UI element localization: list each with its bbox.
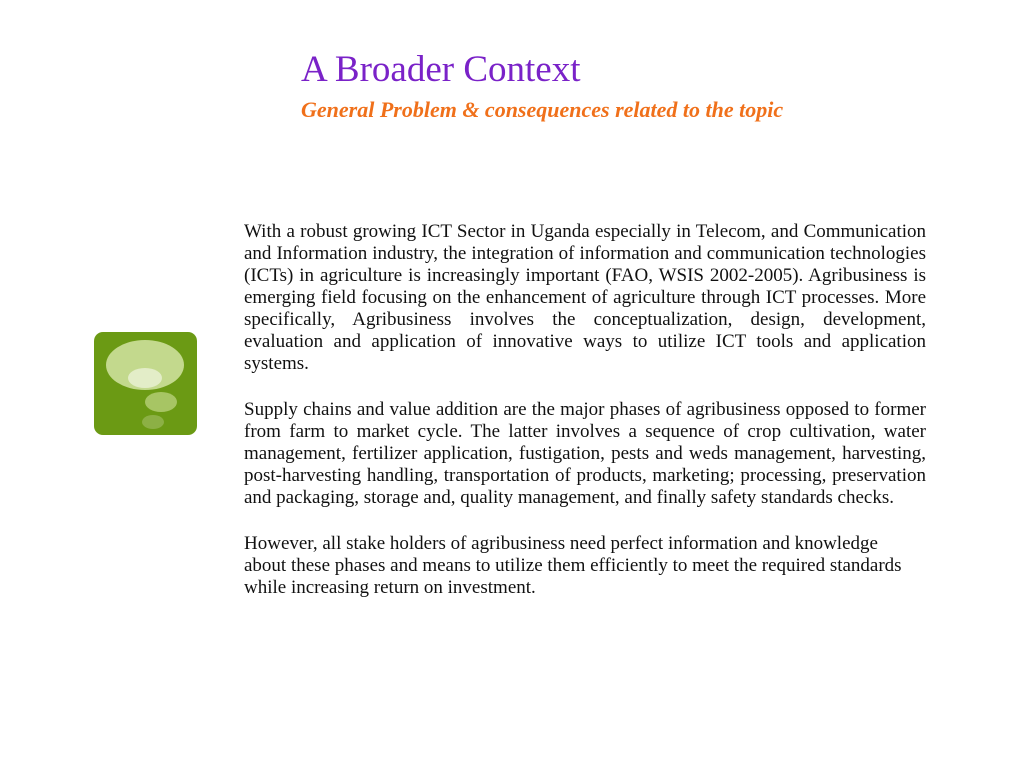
slide-title: A Broader Context bbox=[301, 49, 581, 90]
thought-bubble-icon bbox=[94, 332, 197, 435]
paragraph-stakeholders: However, all stake holders of agribusiness need perfect information and knowledge about these phases and means to utilize them efficiently to meet the required standards while increasing return on investment. bbox=[244, 533, 902, 598]
body-text bbox=[244, 221, 926, 623]
thought-bubble-icon-graphic bbox=[94, 332, 197, 435]
small-bubble bbox=[142, 415, 164, 429]
paragraph-ict-sector: With a robust growing ICT Sector in Uganda especially in Telecom, and Communication and Information industry, the integration of information and communication technologies (ICTs) in agriculture is increasingly important (FAO, WSIS 2002-2005). Agribusiness is emerging field focusing on the enhancement of agriculture through ICT processes. More specifically, Agribusiness involves the conceptualization, design, development, evaluation and application of innovative ways to utilize ICT tools and application systems. bbox=[244, 221, 926, 374]
bubble-highlight bbox=[128, 368, 162, 388]
medium-bubble bbox=[145, 392, 177, 412]
paragraph-supply-chains: Supply chains and value addition are the major phases of agribusiness opposed to former from farm to market cycle. The latter involves a sequence of crop cultivation, water management, fertilizer application, fustigation, pests and weds management, harvesting, post-harvesting handling, transportation of products, marketing; processing, preservation and packaging, storage and, quality management, and finally safety standards checks. bbox=[244, 399, 926, 508]
slide-subtitle: General Problem & consequences related to the topic bbox=[301, 97, 784, 122]
